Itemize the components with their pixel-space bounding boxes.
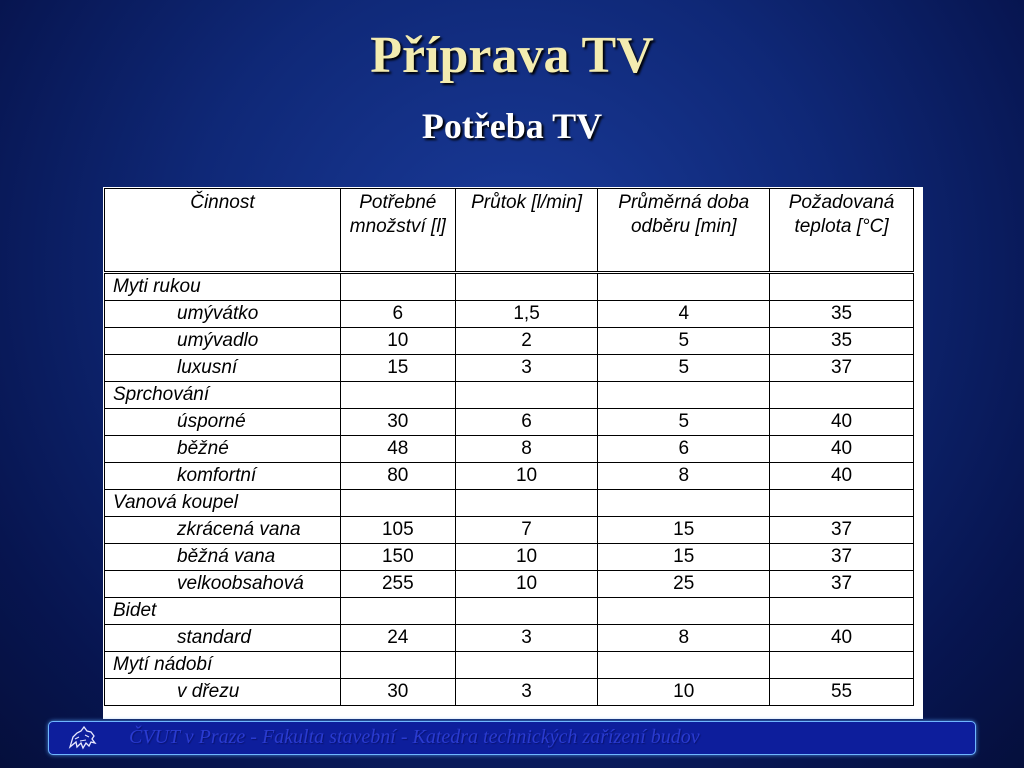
table-sheet (103, 187, 923, 719)
value-cell: 37 (770, 355, 914, 382)
table-row (105, 382, 914, 409)
value-cell: 15 (598, 517, 770, 544)
value-cell: 2 (455, 328, 598, 355)
activity-label: běžné (105, 436, 341, 463)
value-cell (598, 490, 770, 517)
value-cell (455, 273, 598, 301)
value-cell: 5 (598, 328, 770, 355)
activity-label: umývátko (105, 301, 341, 328)
value-cell (340, 273, 455, 301)
value-cell: 40 (770, 625, 914, 652)
activity-label: úsporné (105, 409, 341, 436)
value-cell: 24 (340, 625, 455, 652)
value-cell: 8 (598, 463, 770, 490)
activity-label: velkoobsahová (105, 571, 341, 598)
value-cell (770, 490, 914, 517)
table-row (105, 625, 914, 652)
activity-label: v dřezu (105, 679, 341, 706)
value-cell: 40 (770, 463, 914, 490)
water-demand-table (104, 188, 914, 706)
table-row (105, 571, 914, 598)
value-cell: 5 (598, 409, 770, 436)
column-header: Požadovaná teplota [°C] (770, 189, 914, 273)
table-row (105, 436, 914, 463)
value-cell (598, 382, 770, 409)
activity-label: běžná vana (105, 544, 341, 571)
value-cell: 8 (455, 436, 598, 463)
column-header: Průtok [l/min] (455, 189, 598, 273)
table-row (105, 409, 914, 436)
value-cell: 10 (455, 463, 598, 490)
value-cell (455, 652, 598, 679)
table-row (105, 598, 914, 625)
value-cell (340, 490, 455, 517)
value-cell: 10 (455, 571, 598, 598)
value-cell (340, 652, 455, 679)
value-cell: 3 (455, 625, 598, 652)
value-cell: 40 (770, 409, 914, 436)
value-cell (598, 598, 770, 625)
lion-logo-icon (67, 725, 101, 751)
value-cell: 15 (340, 355, 455, 382)
activity-label: umývadlo (105, 328, 341, 355)
table-row (105, 517, 914, 544)
value-cell (770, 273, 914, 301)
value-cell: 150 (340, 544, 455, 571)
value-cell: 10 (455, 544, 598, 571)
category-label: Myti rukou (105, 273, 341, 301)
value-cell: 48 (340, 436, 455, 463)
value-cell: 4 (598, 301, 770, 328)
value-cell (455, 382, 598, 409)
value-cell: 5 (598, 355, 770, 382)
value-cell (770, 598, 914, 625)
value-cell: 37 (770, 517, 914, 544)
table-row (105, 652, 914, 679)
value-cell: 7 (455, 517, 598, 544)
column-header: Potřebné množství [l] (340, 189, 455, 273)
value-cell: 8 (598, 625, 770, 652)
activity-label: luxusní (105, 355, 341, 382)
value-cell: 6 (340, 301, 455, 328)
table-row (105, 490, 914, 517)
column-header: Činnost (105, 189, 341, 273)
value-cell: 10 (598, 679, 770, 706)
table-row (105, 463, 914, 490)
footer-text: ČVUT v Praze - Fakulta stavební - Katedra technických zařízení budov (129, 726, 700, 748)
table-row (105, 544, 914, 571)
table-row (105, 273, 914, 301)
value-cell (770, 652, 914, 679)
value-cell: 30 (340, 409, 455, 436)
activity-label: zkrácená vana (105, 517, 341, 544)
value-cell: 255 (340, 571, 455, 598)
value-cell: 55 (770, 679, 914, 706)
activity-label: komfortní (105, 463, 341, 490)
value-cell (340, 598, 455, 625)
value-cell: 6 (598, 436, 770, 463)
activity-label: standard (105, 625, 341, 652)
value-cell (598, 273, 770, 301)
category-label: Bidet (105, 598, 341, 625)
value-cell: 80 (340, 463, 455, 490)
table-row (105, 301, 914, 328)
value-cell: 37 (770, 571, 914, 598)
slide-title: Příprava TV (370, 27, 654, 84)
value-cell (455, 490, 598, 517)
value-cell: 10 (340, 328, 455, 355)
value-cell (598, 652, 770, 679)
value-cell: 40 (770, 436, 914, 463)
value-cell (770, 382, 914, 409)
slide-subtitle: Potřeba TV (421, 106, 603, 146)
value-cell: 35 (770, 328, 914, 355)
value-cell: 30 (340, 679, 455, 706)
table-row (105, 679, 914, 706)
footer-bar (48, 721, 976, 755)
value-cell: 15 (598, 544, 770, 571)
table-row (105, 355, 914, 382)
table-row (105, 328, 914, 355)
value-cell: 25 (598, 571, 770, 598)
value-cell: 3 (455, 679, 598, 706)
value-cell: 105 (340, 517, 455, 544)
category-label: Sprchování (105, 382, 341, 409)
value-cell: 1,5 (455, 301, 598, 328)
value-cell (340, 382, 455, 409)
value-cell: 6 (455, 409, 598, 436)
value-cell: 37 (770, 544, 914, 571)
category-label: Mytí nádobí (105, 652, 341, 679)
column-header: Průměrná doba odběru [min] (598, 189, 770, 273)
value-cell: 3 (455, 355, 598, 382)
table-body (105, 273, 914, 706)
value-cell (455, 598, 598, 625)
category-label: Vanová koupel (105, 490, 341, 517)
value-cell: 35 (770, 301, 914, 328)
table-header-row (105, 189, 914, 273)
